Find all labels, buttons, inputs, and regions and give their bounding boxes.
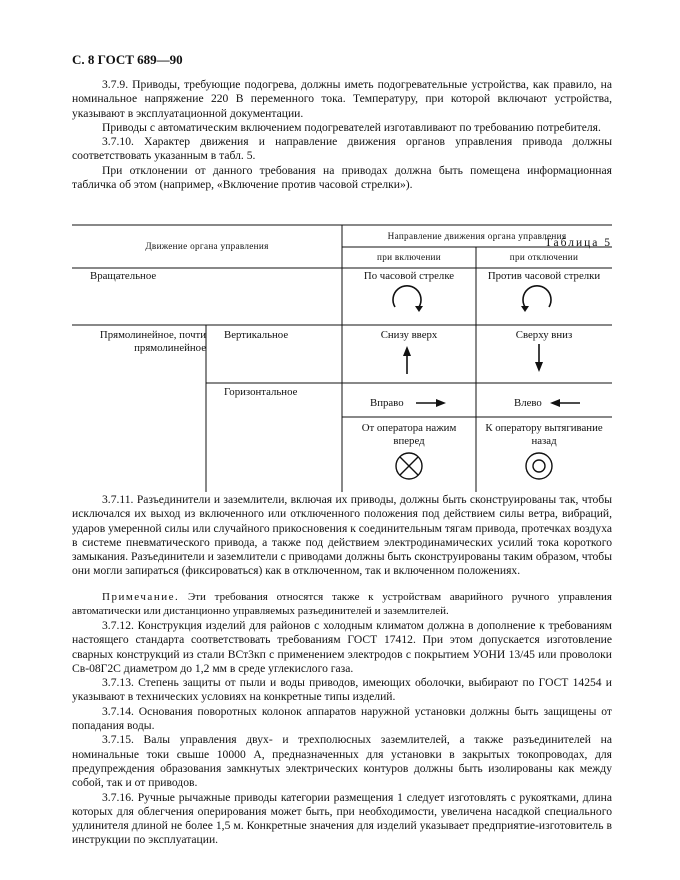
header-motion: Движение органа управления [145,241,269,251]
header-on: при включении [377,252,441,262]
arrow-down-icon [535,344,543,372]
paragraph-3-7-10: 3.7.10. Характер движения и направление движения органов управления привода должны соответствовать указанным в табл. 5. [72,135,612,163]
note-text: Эти требования относятся также к устройствам аварийного ручного управления автоматически или дистанционно управляемых разъединителей и заземлителей. [72,591,612,617]
arrow-left-icon [550,399,580,407]
paragraph-3-7-15: 3.7.15. Валы управления двух- и трехполюсных заземлителей, а также разъединителей на номинальные токи свыше 10000 А, предназначенных для установки в закрытых токопроводах, для предупреждения образования замкнутых электрических контуров должны быть изолированы как между собой, так и от приводов. [72,733,612,790]
paragraph-deviation: При отклонении от данного требования на приводах должна быть помещена информационная табличка об этом (например, «Включение против часовой стрелки»). [72,163,612,192]
note-block [72,591,612,618]
row-horizontal-label: Горизонтальное [224,386,298,398]
row-linear-label [72,329,206,355]
paragraph-3-7-13: 3.7.13. Степень защиты от пыли и воды приводов, имеющих оболочки, выбирают по ГОСТ 14254 и указывают в технических условиях на конкретные типы изделий. [72,676,612,704]
rotational-off-text: Против часовой стрелки [487,270,601,282]
note-label: Примечание. [102,591,180,603]
horizontal-push-text: От оператора нажим вперед [361,422,457,447]
paragraph-3-7-16: 3.7.16. Ручные рычажные приводы категории размещения 1 следует изготовлять с рукоятками, длина которых для облегчения оперирования может быть, при необходимости, увеличена насадкой специального удлинителя длиной не более 1,5 м. Конкретные значения для изделий указывает предприятие-изготовитель в инструкции по эксплуатации. [72,790,612,847]
paragraph-3-7-11: 3.7.11. Разъединители и заземлители, включая их приводы, должны быть сконструированы так, чтобы исключался их выход из включенного или отключенного положения под действием силы ветра, вибраций, ударов умеренной силы или случайного прикосновения к соединительным тягам привода, протечках воздуха в системе пневматического привода, а также под действием электродинамических усилий тока короткого замыкания. Разъединители и заземлители с приводами должны быть сконструированы таким образом, чтобы они могли запираться (фиксироваться) как в отключенном, так и включенном положениях. [72,493,612,578]
pull-back-icon [526,453,552,479]
arrow-up-icon [403,346,411,374]
text-section-bottom [72,619,612,848]
vertical-off-text: Сверху вниз [515,329,573,341]
rotational-on-text: По часовой стрелке [363,270,455,282]
paragraph-heaters: Приводы с автоматическим включением подогревателей изготавливают по требованию потребителя. [102,120,601,134]
paragraph-3-7-9: 3.7.9. Приводы, требующие подогрева, должны иметь подогревательные устройства, как правило, на номинальное напряжение 220 В переменного тока. Температуру, при которой включают устройства, указывают в эксплуатационной документации. [72,78,612,120]
horizontal-pull-text: К оператору вытягивание назад [485,422,603,447]
header-direction: Направление движения органа управления [387,231,567,241]
row-rotational-label: Вращательное [90,270,157,282]
table-caption: Таблица 5 [544,237,612,249]
horizontal-off-text: Влево [514,397,542,409]
horizontal-on-text: Вправо [370,397,404,409]
paragraph-3-7-12: 3.7.12. Конструкция изделий для районов с холодным климатом должна в дополнение к требованиям настоящего стандарта соответствовать требованиям ГОСТ 17412. При этом допускается изготовление сварных конструкций из стали ВСт3кп с применением электродов с покрытием УОНИ 13/45 или проволоки Св-08Г2С диаметром до 1,2 мм в среде углекислого газа. [72,619,612,675]
counterclockwise-arrow-icon [521,286,551,312]
linear-label-text: Прямолинейное, почти прямолинейное [99,329,206,354]
row-vertical-label: Вертикальное [224,329,289,341]
paragraph-3-7-14: 3.7.14. Основания поворотных колонок аппаратов наружной установки должны быть защищены от попадания воды. [72,704,612,733]
push-forward-icon [396,453,422,479]
vertical-on-text: Снизу вверх [380,329,438,341]
text-section-middle [72,493,612,579]
header-off: при отключении [509,252,579,262]
page-header: С. 8 ГОСТ 689—90 [72,52,183,67]
clockwise-arrow-icon [393,286,423,312]
